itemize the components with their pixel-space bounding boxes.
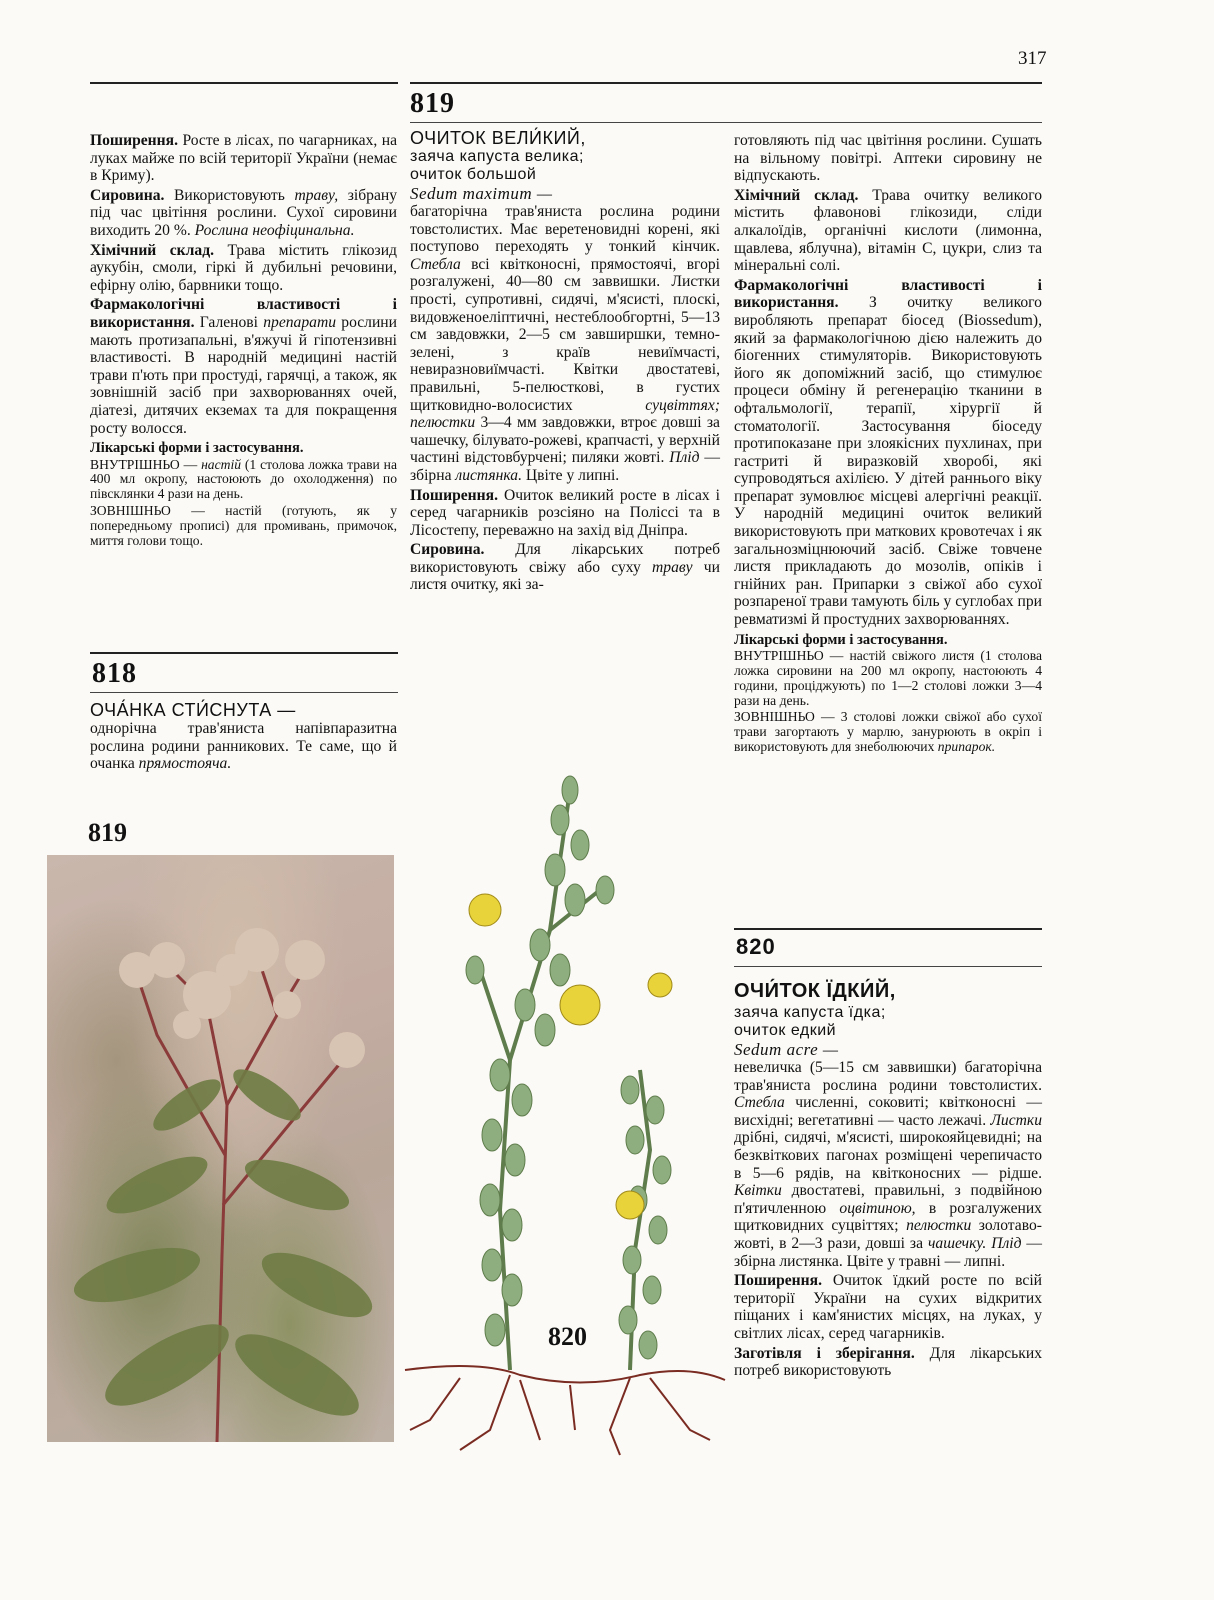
entry-818-top-rule bbox=[90, 652, 398, 654]
col1-chemistry: Хімічний склад. Трава містить глікозид аукубін, смоли, гіркі й дубильні речовини, ефірну олію, барвники тощо. bbox=[90, 241, 397, 294]
entry-819-description: багаторічна трав'яниста рослина родини товстолистих. Має веретеновидні корені, які поступово переходять у тонкий кінчик. Стебла всі квітконосні, прямостоячі, вгорі розгалужені, 40—80 см заввишки. Листки прості, супротивні, сидячі, м'ясисті, плоскі, видовженоеліптичні, нестеблообгортні, 5—13 см завдовжки, 2—5 см завширшки, темно-зелені, з країв невиїмчасті, невиразновиїмчасті. Квітки двостатеві, правильні, 5-пелюсткові, в густих щитковидно-волосистих суцвіттях; пелюстки 3—4 мм завдовжки, втроє довші за чашечку, білувато-рожеві, крапчасті, у верхній частині відстовбурчені; пиляки жовті. Плід — збірна листянка. Цвіте у липні. bbox=[410, 203, 720, 484]
col3-external: ЗОВНІШНЬО — 3 столові ложки свіжої або сухої трави загортають у марлю, занурюють в окріп і використовують для знеболюючих припарок. bbox=[734, 709, 1042, 754]
entry-819 bbox=[410, 128, 720, 596]
entry-820-distribution: Поширення. Очиток їдкий росте по всій території України на сухих відкритих піщаних і кам'янистих місцях, на луках, у світлих лісах, серед чагарників. bbox=[734, 1272, 1042, 1342]
photo-plant-drawing bbox=[47, 855, 394, 1442]
entry-820-title: ОЧИ́ТОК ЇДКИ́Й, bbox=[734, 980, 896, 1002]
col3-chemistry: Хімічний склад. Трава очитку великого містить флавонові глікозиди, сліди алкалоїдів, органічні кислоти (лимонна, щавлева, яблучна), вітамін С, цукри, слиз та мінеральні солі. bbox=[734, 186, 1042, 275]
entry-819-raw: Сировина. Для лікарських потреб використовують свіжу або суху траву чи листя очитку, які за- bbox=[410, 541, 720, 594]
col1-raw: Сировина. Використовують траву, зібрану під час цвітіння рослини. Сухої сировини виходить 20 %. Рослина неофіцинальна. bbox=[90, 186, 398, 239]
entry-820-rule bbox=[734, 966, 1042, 967]
top-rule-right bbox=[410, 82, 1042, 84]
entry-819-synonym-2: очиток большой bbox=[410, 166, 537, 183]
col1-distribution: Поширення. Росте в лісах, по чагарниках, на луках майже по всій території України (немає в Криму). bbox=[90, 132, 397, 185]
col1-internal: ВНУТРІШНЬО — настій (1 столова ложка трави на 400 мл окропу, настоюють до охолодження) по півсклянки 4 рази на день. bbox=[90, 456, 397, 502]
col1-external: ЗОВНІШНЬО — настій (готують, як у попередньому прописі) для промивань, примочок, миття голови тощо. bbox=[90, 503, 397, 548]
top-rule-left bbox=[90, 82, 398, 84]
entry-820-latin: Sedum acre — bbox=[734, 1040, 839, 1059]
entry-818-rule bbox=[90, 692, 398, 693]
col3-internal: ВНУТРІШНЬО — настій свіжого листя (1 столова ложка сировини на 200 мл окропу, настоюють 4 години, проціджують) по 1—2 столові ложки 3—4 рази на день. bbox=[734, 648, 1042, 708]
col1-pharmacology: Фармакологічні властивості і використання. Галенові препарати рослини мають протизапальні, в'яжучі й гіпотензивні властивості. В народній медицині настій трави п'ють при простуді, гарячці, а також, як зовнішній засіб при захворюваннях очей, діатезі, дитячих екземах та для покращення росту волосся. bbox=[90, 296, 397, 437]
entry-820-synonym-1: заяча капуста їдка; bbox=[734, 1004, 886, 1021]
entry-819-number: 819 bbox=[410, 88, 455, 119]
entry-820-harvest: Заготівля і зберігання. Для лікарських потреб використовують bbox=[734, 1344, 1042, 1380]
entry-819-latin: Sedum maximum — bbox=[410, 184, 553, 203]
entry-819-synonym-1: заяча капуста велика; bbox=[410, 148, 584, 165]
page-number: 317 bbox=[1018, 48, 1047, 69]
col3-pharmacology: Фармакологічні властивості і використання. З очитку великого виробляють препарат біосед (Biossedum), який за фармакологічною дією належить до біогенних стимуляторів. Використовують його як допоміжний засіб, що стимулює процеси обміну й регенерацію тканини в офтальмології, терапії, хірургії й стоматології. Застосування біоседу протипоказане при злоякісних пухлинах, при гастриті й виразковій хворобі, які супроводяться ахілією. У дітей раннього віку препарат зумовлює місцеві алергічні реакції. У народній медицині очиток великий використовують при маткових кровотечах і як загальнозміцнюючий засіб. Свіже товчене листя прикладають до мозолів, опіків і гнійних ран. Припарки з свіжої або сухої розпареної трави тамують біль у суглобах при ревматизмі й простудних захворюваннях. bbox=[734, 276, 1042, 629]
column-1 bbox=[90, 132, 397, 550]
sedum-maximum-photo bbox=[47, 855, 394, 1442]
illustration-820-label: 820 bbox=[548, 1322, 587, 1351]
entry-818 bbox=[90, 700, 397, 775]
column-3 bbox=[734, 132, 1042, 757]
photo-819-label: 819 bbox=[88, 818, 127, 847]
entry-819-distribution: Поширення. Очиток великий росте в лісах і серед чагарників розсіяно на Поліссі та в Лісостепу, переважно на захід від Дніпра. bbox=[410, 486, 720, 539]
entry-819-title: ОЧИТОК ВЕЛИ́КИЙ, bbox=[410, 128, 586, 148]
entry-820 bbox=[734, 980, 1042, 1382]
entry-818-text: однорічна трав'яниста напівпаразитна рослина родини ранникових. Те саме, що й очанка прямостояча. bbox=[90, 720, 397, 773]
col1-forms-heading: Лікарські форми і застосування. bbox=[90, 440, 304, 457]
entry-820-synonym-2: очиток едкий bbox=[734, 1022, 837, 1039]
entry-820-number: 820 bbox=[736, 934, 776, 959]
col3-forms-heading: Лікарські форми і застосування. bbox=[734, 631, 948, 648]
entry-818-number: 818 bbox=[92, 658, 137, 689]
entry-820-description: невеличка (5—15 см заввишки) багаторічна трав'яниста рослина родини товстолистих. Стебла численні, соковиті; квітконосні — висхідні; вегетативні — часто лежачі. Листки дрібні, сидячі, м'ясисті, широкояйцевидні; на безквіткових пагонах розміщені черепичасто в 5—6 рядів, на квітконосних — рідше. Квітки двостатеві, правильні, з подвійною п'ятичленною оцвітиною, в розгалужених щитковидних суцвіттях; пелюстки золотаво-жовті, в 2—3 рази, довші за чашечку. Плід — збірна листянка. Цвіте у травні — липні. bbox=[734, 1059, 1043, 1270]
entry-820-top-rule bbox=[734, 928, 1042, 930]
entry-818-title: ОЧА́НКА СТИ́СНУТА — bbox=[90, 700, 296, 720]
entry-819-rule bbox=[410, 122, 1042, 123]
col3-continuation: готовляють під час цвітіння рослини. Сушать на вільному повітрі. Аптеки сировину не відпускають. bbox=[734, 132, 1042, 185]
